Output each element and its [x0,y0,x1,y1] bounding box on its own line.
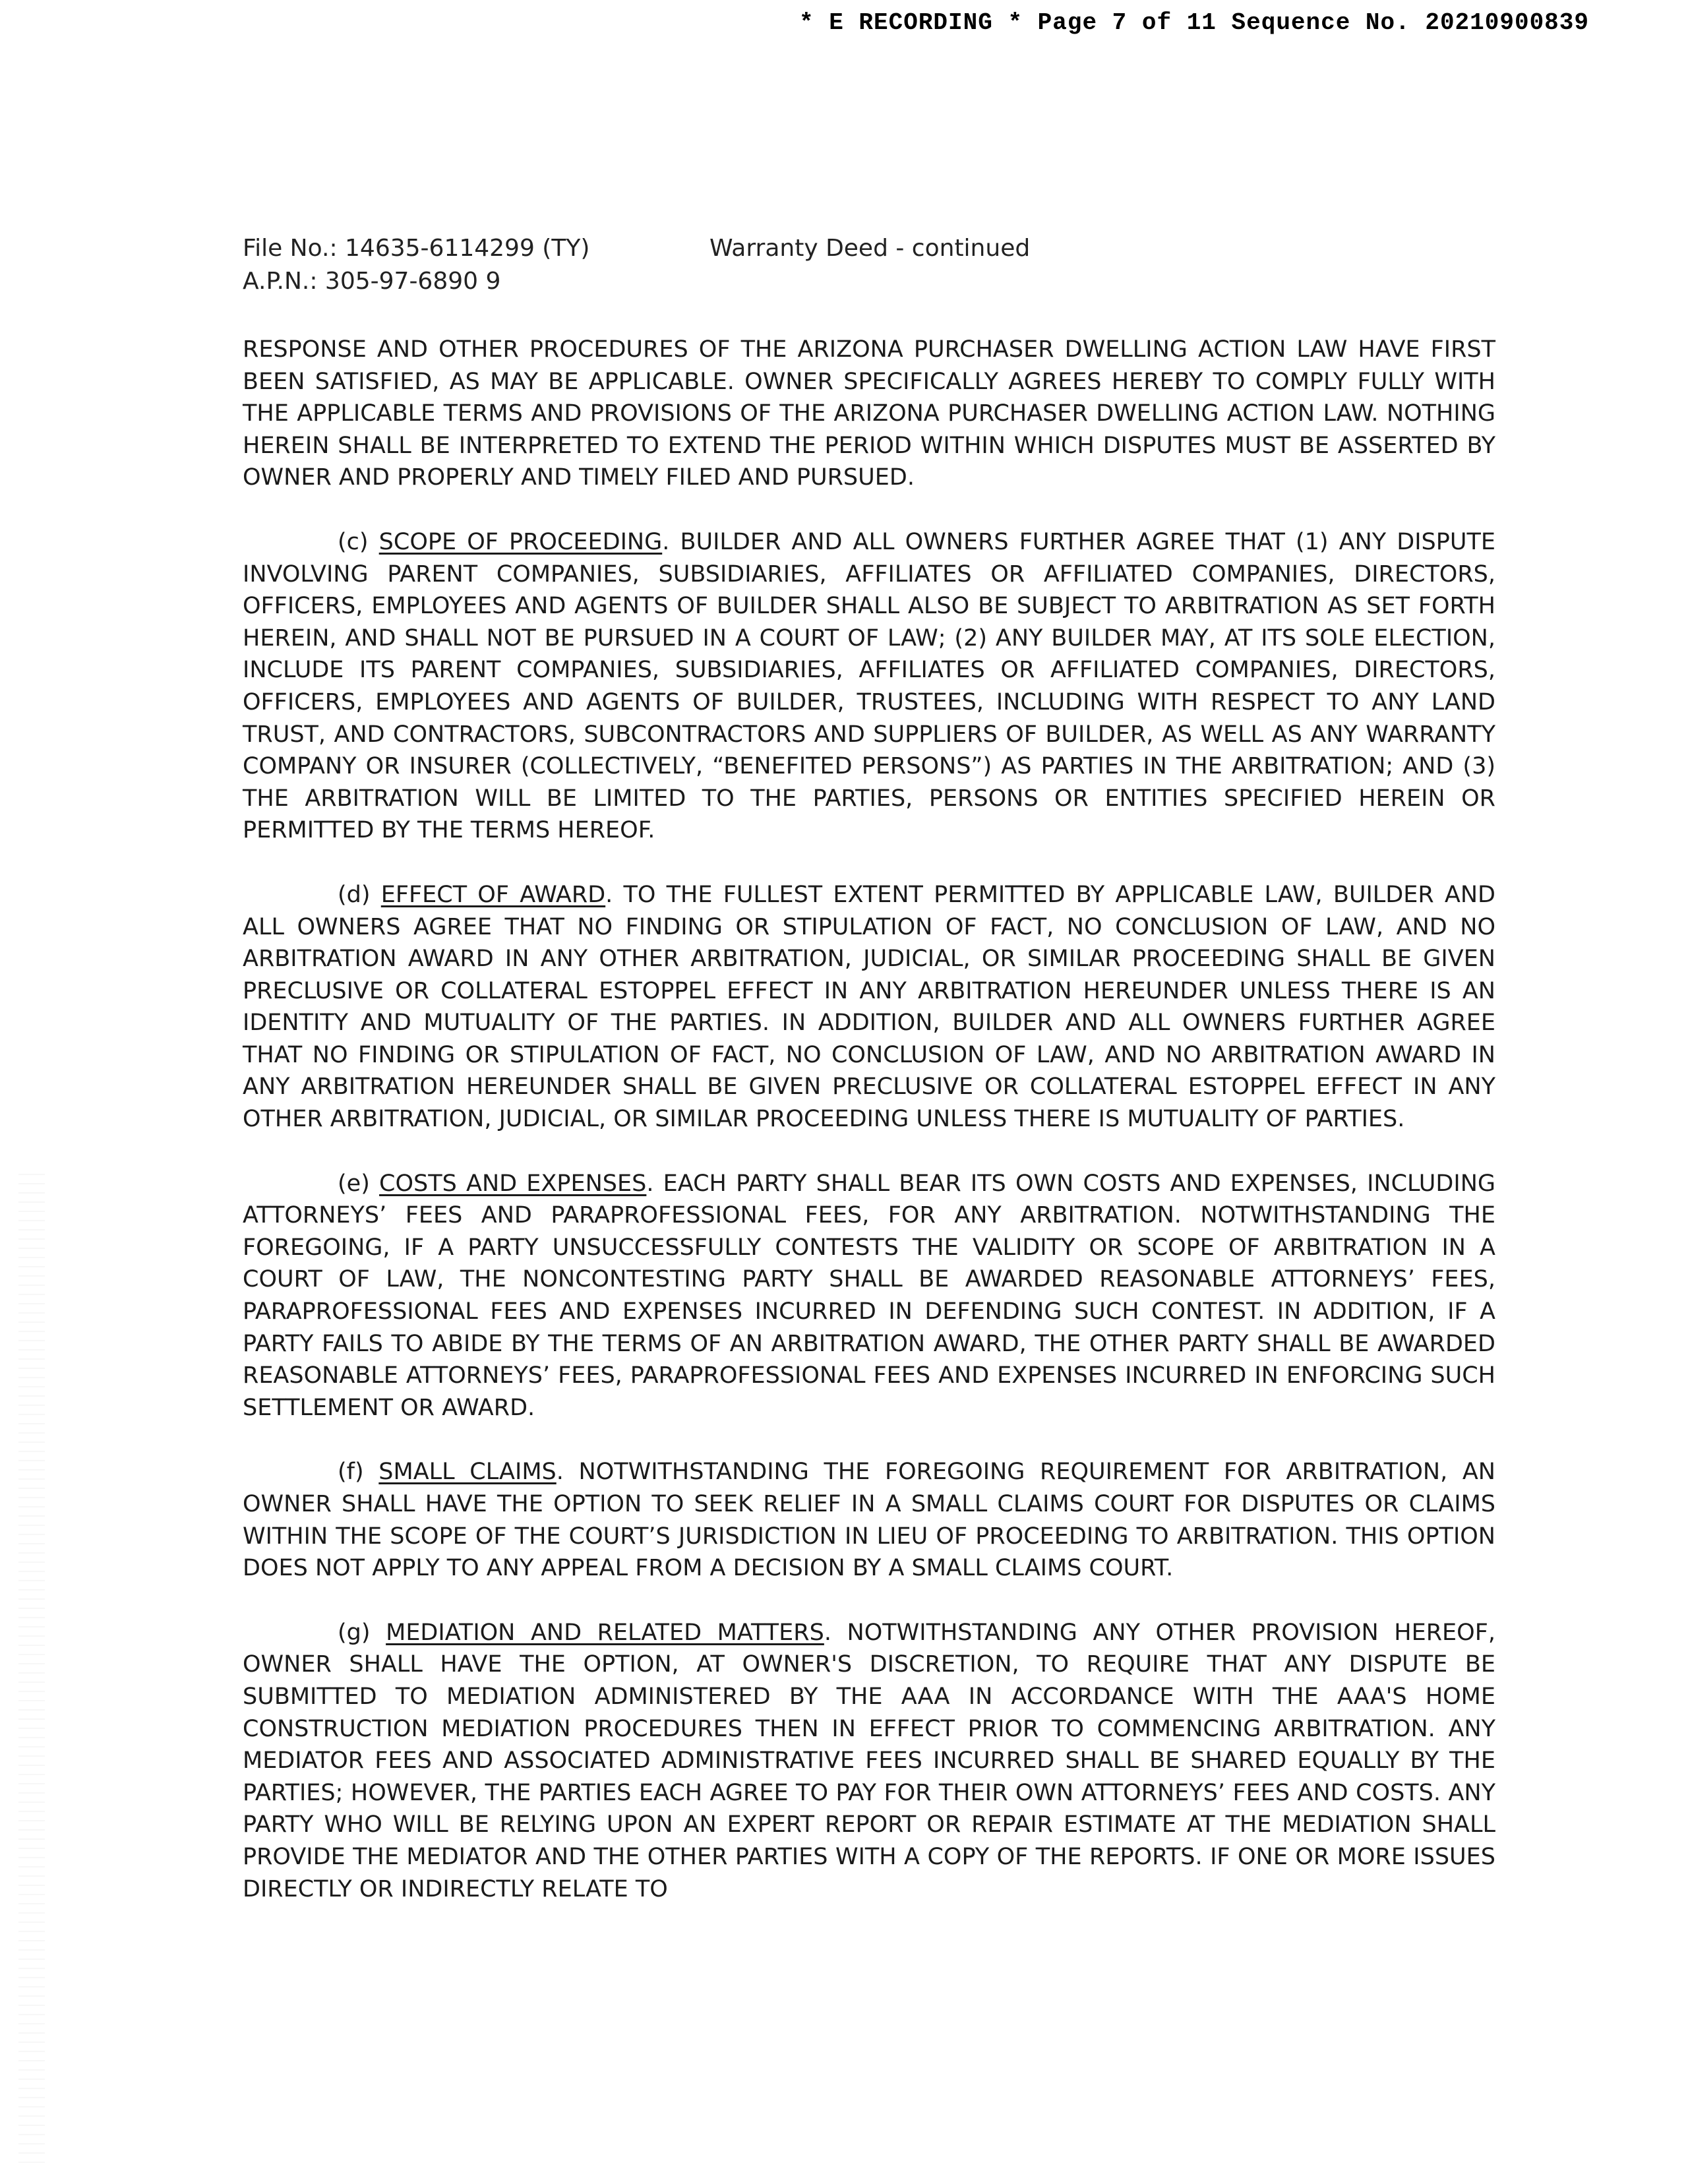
file-info-header [243,232,1030,298]
paragraph-continued: RESPONSE AND OTHER PROCEDURES OF THE ARIZONA PURCHASER DWELLING ACTION LAW HAVE FIRST BEEN SATISFIED, AS MAY BE APPLICABLE. OWNER SPECIFICALLY AGREES HEREBY TO COMPLY FULLY WITH THE APPLICABLE TERMS AND PROVISIONS OF THE ARIZONA PURCHASER DWELLING ACTION LAW. NOTHING HEREIN SHALL BE INTERPRETED TO EXTEND THE PERIOD WITHIN WHICH DISPUTES MUST BE ASSERTED BY OWNER AND PROPERLY AND TIMELY FILED AND PURSUED. [243,336,1495,491]
clause-label: (e) [338,1170,370,1197]
apn-number: A.P.N.: 305-97-6890 9 [243,268,501,295]
clause-heading: SCOPE OF PROCEEDING [378,528,663,555]
paragraph-f-small-claims [243,1456,1495,1584]
clause-text: . EACH PARTY SHALL BEAR ITS OWN COSTS AND EXPENSES, INCLUDING ATTORNEYS’ FEES AND PARAPROFESSIONAL FEES, FOR ANY ARBITRATION. NOTWITHSTANDING THE FOREGOING, IF A PARTY UNSUCCESSFULLY CONTESTS THE VALIDITY OR SCOPE OF ARBITRATION IN A COURT OF LAW, THE NONCONTESTING PARTY SHALL BE AWARDED REASONABLE ATTORNEYS’ FEES, PARAPROFESSIONAL FEES AND EXPENSES INCURRED IN DEFENDING SUCH CONTEST. IN ADDITION, IF A PARTY FAILS TO ABIDE BY THE TERMS OF AN ARBITRATION AWARD, THE OTHER PARTY SHALL BE AWARDED REASONABLE ATTORNEYS’ FEES, PARAPROFESSIONAL FEES AND EXPENSES INCURRED IN ENFORCING SUCH SETTLEMENT OR AWARD. [243,1170,1495,1421]
paragraph-e-costs-and-expenses [243,1168,1495,1424]
clause-label: (g) [338,1619,371,1646]
clause-text: . TO THE FULLEST EXTENT PERMITTED BY APPLICABLE LAW, BUILDER AND ALL OWNERS AGREE THAT NO FINDING OR STIPULATION OF FACT, NO CONCLUSION OF LAW, AND NO ARBITRATION AWARD IN ANY OTHER ARBITRATION, JUDICIAL, OR SIMILAR PROCEEDING SHALL BE GIVEN PRECLUSIVE OR COLLATERAL ESTOPPEL EFFECT IN ANY ARBITRATION HEREUNDER UNLESS THERE IS AN IDENTITY AND MUTUALITY OF THE PARTIES. IN ADDITION, BUILDER AND ALL OWNERS FURTHER AGREE THAT NO FINDING OR STIPULATION OF FACT, NO CONCLUSION OF LAW, AND NO ARBITRATION AWARD IN ANY ARBITRATION HEREUNDER SHALL BE GIVEN PRECLUSIVE OR COLLATERAL ESTOPPEL EFFECT IN ANY OTHER ARBITRATION, JUDICIAL, OR SIMILAR PROCEEDING UNLESS THERE IS MUTUALITY OF PARTIES. [243,881,1495,1133]
clause-label: (c) [338,528,369,555]
clause-text: . BUILDER AND ALL OWNERS FURTHER AGREE THAT (1) ANY DISPUTE INVOLVING PARENT COMPANIES, SUBSIDIARIES, AFFILIATES OR AFFILIATED COMPANIES, DIRECTORS, OFFICERS, EMPLOYEES AND AGENTS OF BUILDER SHALL ALSO BE SUBJECT TO ARBITRATION AS SET FORTH HEREIN, AND SHALL NOT BE PURSUED IN A COURT OF LAW; (2) ANY BUILDER MAY, AT ITS SOLE ELECTION, INCLUDE ITS PARENT COMPANIES, SUBSIDIARIES, AFFILIATES OR AFFILIATED COMPANIES, DIRECTORS, OFFICERS, EMPLOYEES AND AGENTS OF BUILDER, TRUSTEES, INCLUDING WITH RESPECT TO ANY LAND TRUST, AND CONTRACTORS, SUBCONTRACTORS AND SUPPLIERS OF BUILDER, AS WELL AS ANY WARRANTY COMPANY OR INSURER (COLLECTIVELY, “BENEFITED PERSONS”) AS PARTIES IN THE ARBITRATION; AND (3) THE ARBITRATION WILL BE LIMITED TO THE PARTIES, PERSONS OR ENTITIES SPECIFIED HEREIN OR PERMITTED BY THE TERMS HEREOF. [243,528,1495,844]
recording-stamp: * E RECORDING * Page 7 of 11 Sequence No. 20210900839 [799,9,1589,36]
document-title: Warranty Deed - continued [709,235,1031,262]
document-body [243,334,1495,1937]
clause-heading: MEDIATION AND RELATED MATTERS [386,1619,824,1646]
clause-heading: EFFECT OF AWARD [380,881,606,908]
paragraph-g-mediation [243,1617,1495,1905]
paragraph-d-effect-of-award [243,879,1495,1136]
scan-margin-artifact [18,1174,45,2163]
clause-label: (f) [338,1459,364,1486]
clause-text: . NOTWITHSTANDING THE FOREGOING REQUIREMENT FOR ARBITRATION, AN OWNER SHALL HAVE THE OPTION TO SEEK RELIEF IN A SMALL CLAIMS COURT FOR DISPUTES OR CLAIMS WITHIN THE SCOPE OF THE COURT’S JURISDICTION IN LIEU OF PROCEEDING TO ARBITRATION. THIS OPTION DOES NOT APPLY TO ANY APPEAL FROM A DECISION BY A SMALL CLAIMS COURT. [243,1459,1495,1582]
clause-text: . NOTWITHSTANDING ANY OTHER PROVISION HEREOF, OWNER SHALL HAVE THE OPTION, AT OWNER'S DISCRETION, TO REQUIRE THAT ANY DISPUTE BE SUBMITTED TO MEDIATION ADMINISTERED BY THE AAA IN ACCORDANCE WITH THE AAA'S HOME CONSTRUCTION MEDIATION PROCEDURES THEN IN EFFECT PRIOR TO COMMENCING ARBITRATION. ANY MEDIATOR FEES AND ASSOCIATED ADMINISTRATIVE FEES INCURRED SHALL BE SHARED EQUALLY BY THE PARTIES; HOWEVER, THE PARTIES EACH AGREE TO PAY FOR THEIR OWN ATTORNEYS’ FEES AND COSTS. ANY PARTY WHO WILL BE RELYING UPON AN EXPERT REPORT OR REPAIR ESTIMATE AT THE MEDIATION SHALL PROVIDE THE MEDIATOR AND THE OTHER PARTIES WITH A COPY OF THE REPORTS. IF ONE OR MORE ISSUES DIRECTLY OR INDIRECTLY RELATE TO [243,1619,1495,1902]
file-number: File No.: 14635-6114299 (TY) [243,235,590,262]
clause-heading: COSTS AND EXPENSES [379,1170,647,1197]
clause-heading: SMALL CLAIMS [378,1459,557,1486]
clause-label: (d) [338,881,371,908]
paragraph-c-scope-of-proceeding [243,526,1495,847]
